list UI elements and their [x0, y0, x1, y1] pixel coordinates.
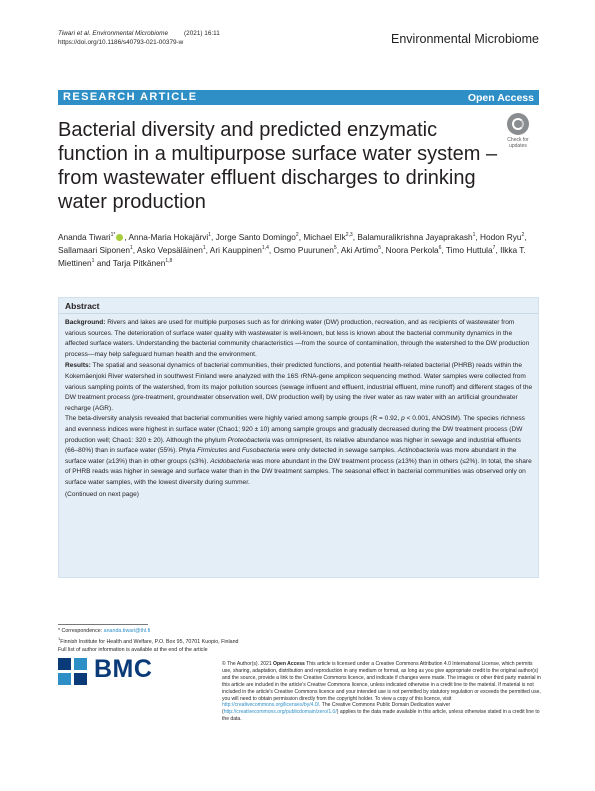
doi-link[interactable]: https://doi.org/10.1186/s40793-021-00379-w: [58, 38, 184, 46]
author[interactable]: Ari Kauppinen$^{1,4}$: [209, 244, 269, 255]
footnote-rule: [58, 624, 148, 625]
citation: [58, 30, 220, 47]
orcid-icon[interactable]: [116, 234, 123, 241]
author[interactable]: Balamuralikrishna Jayaprakash$^1$: [357, 232, 476, 242]
abstract-results: Results: The spatial and seasonal dynamics of bacterial communities, their predicted functions, and potential health-related bacterial (PHRB) reads within the Kokemäenjoki River watershed in southwest Finland were analyzed with the 16S rRNA-gene amplicon sequencing method. Water samples were collected from various sampling points of the watershed, from its major pollution sources (sewage influent and effluent, industrial effluent, mine runoff) and different stages of the DW treatment process (pre-treatment, groundwater observation well, DW production well) by using the river water as raw water with an artificial groundwater recharge (AGR).: [65, 362, 533, 412]
author[interactable]: Ilkka T. Miettinen$^1$: [58, 244, 526, 268]
author[interactable]: Hodon Ryu$^2$: [480, 232, 525, 242]
check-for-updates-button[interactable]: [498, 113, 538, 157]
open-access-label: Open Access: [467, 91, 534, 104]
affiliation: Finnish Institute for Health and Welfare, P.O. Box 95, 70701 Kuopio, Finland: [60, 639, 239, 646]
author[interactable]: Asko Vepsäläinen$^1$: [136, 244, 206, 255]
author[interactable]: Timo Huttula$^7$: [445, 244, 496, 255]
abstract-body: [65, 318, 535, 500]
author[interactable]: Ananda Tiwari$^{1*}$: [58, 232, 116, 242]
author[interactable]: Aki Artimo$^5$: [340, 244, 381, 255]
article-type-label: RESEARCH ARTICLE: [63, 91, 198, 103]
citation-authors: Tiwari et al.: [58, 30, 91, 37]
license-link[interactable]: http://creativecommons.org/licenses/by/4.0/: [222, 702, 320, 709]
full-author-info-note: Full list of author information is available at the end of the article: [58, 646, 208, 653]
author[interactable]: Anna-Maria Hokajärvi$^1$: [128, 232, 212, 242]
public-domain-link[interactable]: http://creativecommons.org/publicdomain/zero/1.0/: [223, 709, 337, 716]
footnote: * Correspondence: ananda.tiwari@thl.fi $^1$Finnish Institute for Health and Welfare, P.O. Box 95, 70701 Kuopio, Finland Full list of author information is available at the end of the article: [58, 624, 278, 655]
abstract-background: Background: Rivers and lakes are used for multiple purposes such as for drinking water (DW) production, recreation, and as recipients of wastewater from various sources. The deterioration of surface water quality with wastewater is well-known, but less is known about the bacterial community dynamics in the affected surface waters. Understanding the bacterial community characteristics —from the source of contamination, through the watershed to the DW production process—may help safeguard human health and the environment.: [65, 319, 530, 358]
author[interactable]: Tarja Pitkänen$^{1,8}$: [112, 257, 173, 268]
bmc-mark-icon: [58, 658, 88, 686]
citation-year: (2021) 16:11: [184, 30, 220, 37]
author[interactable]: Michael Elk$^{2,3}$: [303, 232, 353, 242]
author[interactable]: Osmo Puurunen$^5$: [273, 244, 337, 255]
article-title: Bacterial diversity and predicted enzymatic function in a multipurpose surface water system – from wastewater effluent discharges to drinking water production: [58, 119, 498, 213]
author[interactable]: Noora Perkola$^6$: [385, 244, 442, 255]
correspondence-email[interactable]: ananda.tiwari@thl.fi: [103, 627, 151, 634]
bmc-logo: [58, 656, 186, 686]
author-list: Ananda Tiwari$^{1*}$ , Anna-Maria Hokajärvi$^1$, Jorge Santo Domingo$^2$, Michael Elk$^{2,3}$, Balamuralikrishna Jayaprakash$^1$, Hodon Ryu$^2$, Sallamaari Siponen$^1$, Asko Vepsäläinen$^1$, Ari Kauppinen$^{1,4}$, Osmo Puurunen$^5$, Aki Artimo$^5$, Noora Perkola$^6$, Timo Huttula$^7$, Ilkka T. Miettinen$^1$ and Tarja Pitkänen$^{1,8}$: [58, 232, 527, 268]
abstract-box: [58, 297, 539, 578]
check-updates-icon: [507, 113, 529, 135]
abstract-results-cont: The beta-diversity analysis revealed that bacterial communities were highly varied among sample groups (R = 0.92, p < 0.001, ANOSIM). The species richness and evenness indices were highest in surface water (Chao1; 920 ± 10) among sample groups and gradually decreased during the DW treatment process (DW production well; Chao1: 320 ± 20). Although the phylum Proteobacteria was omnipresent, its relative abundance was higher in sewage and industrial effluents (66–80%) than in surface water (55%). Phyla Firmicutes and Fusobacteria were only detected in sewage samples. Actinobacteria was more abundant in the surface water (≥13%) than in other groups (≤3%). Acidobacteria was more abundant in the DW treatment process (≥13%) than in others (≤2%). In total, the share of PHRB reads was higher in sewage and surface water than in the DW treatment samples. The seasonal effect in bacterial communities was observed only on surface water samples, with the lowest diversity during summer.: [65, 415, 532, 486]
author[interactable]: Sallamaari Siponen$^1$: [58, 244, 133, 255]
article-type-banner: [58, 90, 539, 105]
abstract-divider: [59, 313, 538, 314]
abstract-heading: Abstract: [65, 301, 100, 311]
citation-journal: Environmental Microbiome: [92, 30, 169, 37]
check-updates-text: Check for updates: [507, 137, 529, 149]
bmc-wordmark: BMC: [94, 655, 153, 683]
author[interactable]: Jorge Santo Domingo$^2$: [215, 232, 299, 242]
journal-name: Environmental Microbiome: [391, 32, 539, 46]
license-text: © The Author(s). 2021 Open Access This article is licensed under a Creative Commons Attribution 4.0 International License, which permits use, sharing, adaptation, distribution and reproduction in any medium or format, as long as you give appropriate credit to the original author(s) and the source, provide a link to the Creative Commons licence, and indicate if changes were made. The images or other third party material in this article are included in the article's Creative Commons licence, unless indicated otherwise in a credit line to the material. If material is not included in the article's Creative Commons licence and your intended use is not permitted by statutory regulation or exceeds the permitted use, you will need to obtain permission directly from the copyright holder. To view a copy of this licence, visit http://creativecommons.org/licenses/by/4.0/. The Creative Commons Public Domain Dedication waiver (http://creativecommons.org/publicdomain/zero/1.0/) applies to the data made available in this article, unless otherwise stated in a credit line to the data.: [222, 661, 541, 723]
continued-note: (Continued on next page): [65, 490, 139, 498]
